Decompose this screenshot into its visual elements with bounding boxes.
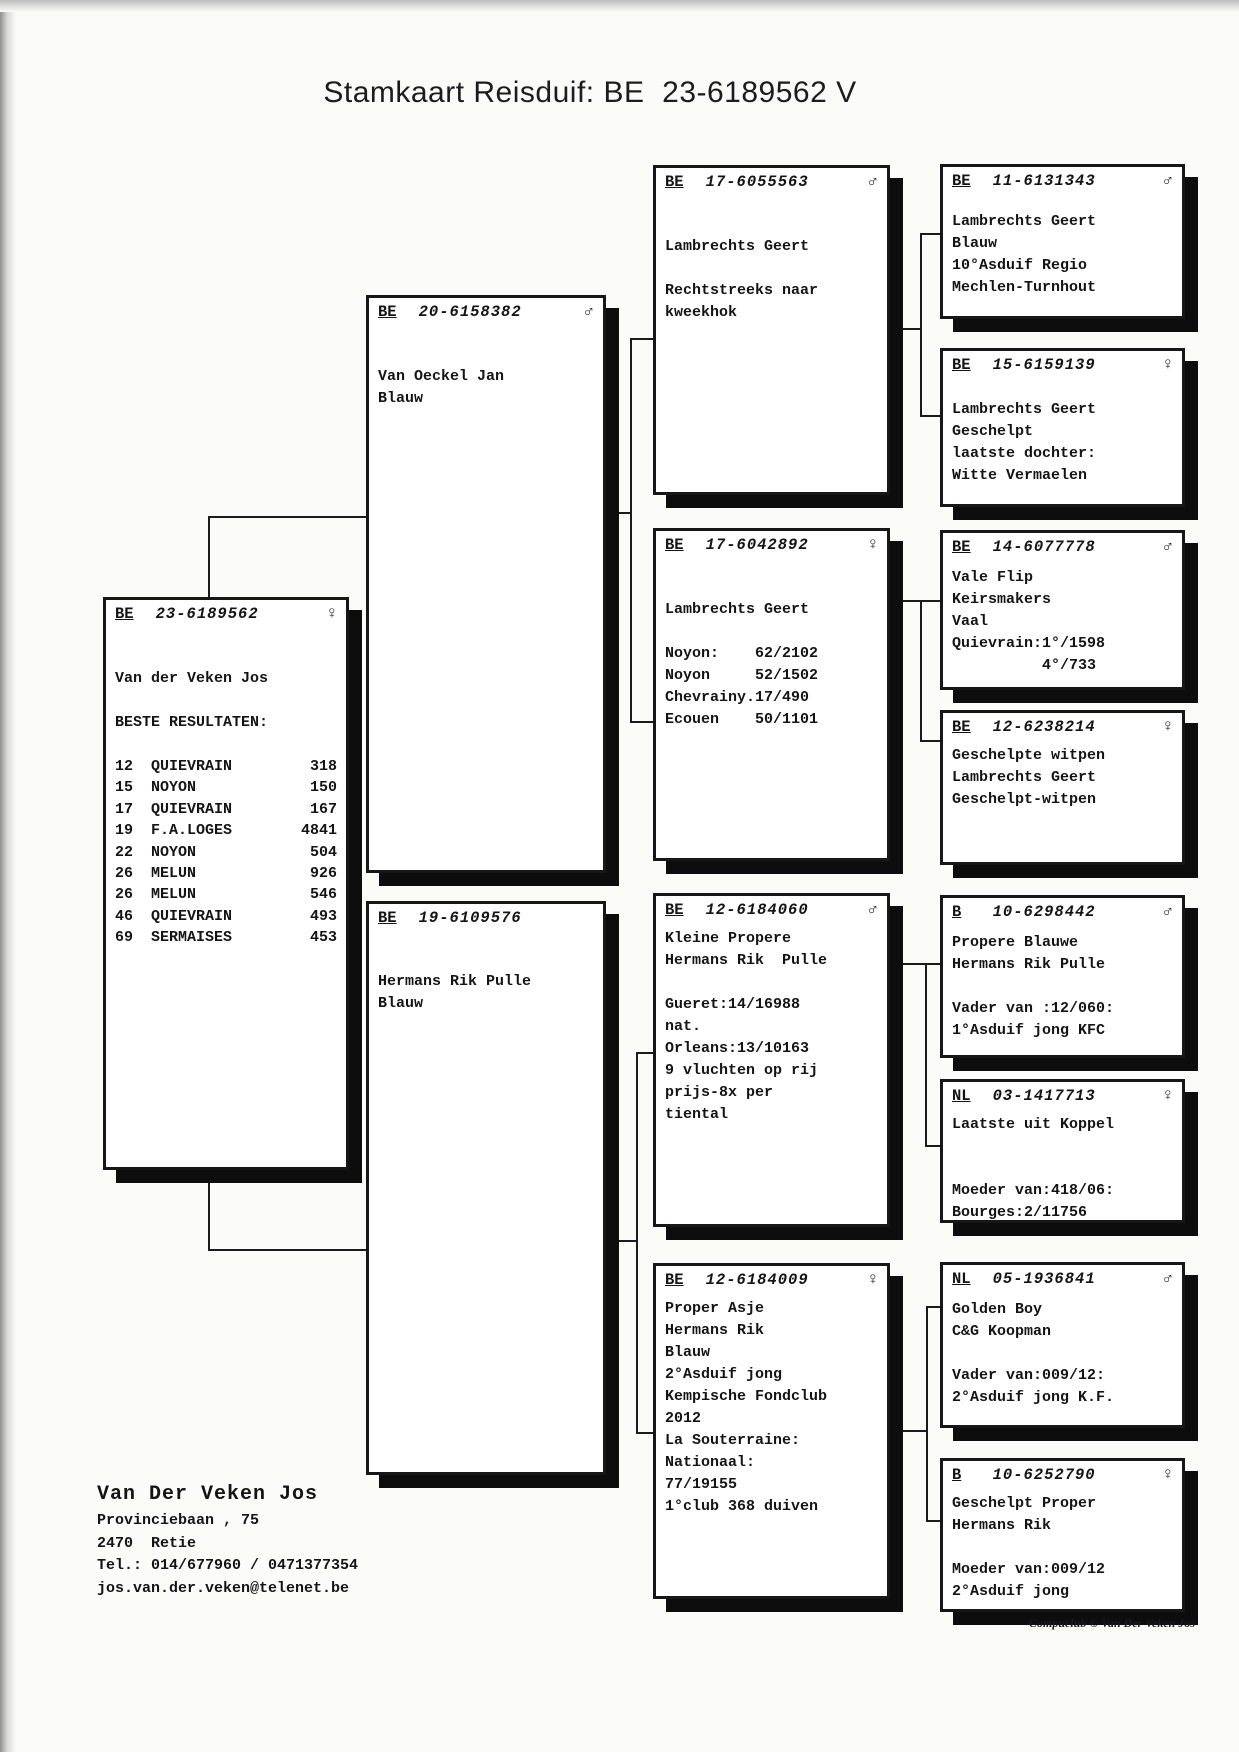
connector-line (630, 338, 653, 340)
country-code: B (952, 903, 962, 921)
ring-header (952, 538, 1173, 557)
box-text (952, 399, 1173, 487)
result-race: NOYON (151, 843, 197, 861)
results-heading: BESTE RESULTATEN: (115, 714, 269, 731)
ring-header (115, 605, 337, 624)
connector-line (208, 516, 210, 599)
box-text-line: Kleine Propere (665, 930, 792, 947)
box-text-line: 9 vluchten op rij (665, 1062, 819, 1079)
connector-line (890, 963, 940, 965)
box-text-line: Hermans Rik Pulle (952, 956, 1106, 973)
box-text-line: Vaal (952, 613, 989, 630)
connector-line (890, 600, 940, 602)
country-code: BE (665, 1271, 684, 1289)
result-position: 12 (115, 758, 134, 775)
box-text-line: Hermans Rik (665, 1322, 765, 1339)
owner-address-line: 2470 Retie (97, 1534, 197, 1552)
pedigree-box-gen4-7 (940, 1262, 1185, 1428)
box-text-line: Rechtstreeks naar (665, 282, 819, 299)
box-text-line: Nationaal: (665, 1454, 756, 1471)
owner-phone: Tel.: 014/677960 / 0471377354 (97, 1557, 359, 1574)
country-code: BE (665, 173, 684, 191)
country-code: BE (952, 172, 971, 190)
box-text (378, 971, 594, 1015)
country-code: NL (952, 1270, 971, 1288)
connector-line (630, 338, 632, 723)
connector-line (890, 328, 920, 330)
country-code: BE (952, 718, 971, 736)
connector-line (925, 963, 927, 1147)
result-race: QUIEVRAIN (151, 758, 233, 775)
box-text-line: Witte Vermaelen (952, 467, 1088, 484)
ring-number: 11-6131343 (992, 172, 1096, 190)
connector-line (926, 1306, 940, 1308)
pedigree-box-gen4-2 (940, 348, 1185, 507)
box-text-line: Blauw (378, 995, 424, 1012)
ring-header (665, 536, 878, 555)
ring-number: 17-6055563 (705, 173, 809, 191)
box-text-line (952, 1343, 1173, 1365)
box-text-line: Vader van :12/060: (952, 1000, 1115, 1017)
box-text-line (665, 258, 878, 280)
box-text-line: Orleans:13/10163 (665, 1040, 810, 1057)
ring-number: 12-6184060 (705, 901, 809, 919)
box-text-line: 10°Asduif Regio (952, 257, 1088, 274)
ring-number: 14-6077778 (992, 538, 1096, 556)
ring-number: 10-6252790 (992, 1466, 1096, 1484)
ring-number: 05-1936841 (992, 1270, 1096, 1288)
box-text (665, 599, 878, 731)
box-text (952, 567, 1173, 677)
country-code: BE (378, 909, 397, 927)
scan-edge-left (0, 0, 16, 1752)
female-icon: ♀ (326, 605, 337, 624)
result-score: 504 (309, 843, 337, 861)
result-score: 318 (309, 758, 337, 775)
result-row (115, 863, 337, 884)
result-row (115, 756, 337, 777)
ring-header (952, 1270, 1173, 1289)
male-icon: ♂ (583, 303, 594, 322)
female-icon: ♀ (1162, 1466, 1173, 1485)
result-race: NOYON (151, 779, 197, 797)
box-text (378, 366, 594, 410)
box-text-line: 1°Asduif jong KFC (952, 1022, 1106, 1039)
box-text-line: Noyon 52/1502 (665, 667, 819, 684)
result-race: MELUN (151, 886, 197, 904)
connector-line (920, 233, 922, 417)
box-text-line: Proper Asje (665, 1300, 765, 1317)
ring-header (952, 356, 1173, 375)
box-text-line (665, 621, 878, 643)
result-position: 69 (115, 929, 134, 947)
owner-address-line: Provinciebaan , 75 (97, 1512, 260, 1529)
result-race: QUIEVRAIN (151, 907, 233, 925)
ring-number: 12-6184009 (705, 1271, 809, 1289)
box-text-line: Laatste uit Koppel (952, 1116, 1115, 1133)
box-text-line: Chevrainy.17/490 (665, 689, 810, 706)
box-text-line: 2°Asduif jong (952, 1583, 1070, 1600)
box-text-line: Geschelpt-witpen (952, 791, 1097, 808)
female-icon: ♀ (867, 1271, 878, 1290)
ring-header (665, 173, 878, 192)
box-text (952, 932, 1173, 1042)
box-text-line: Lambrechts Geert (665, 238, 810, 255)
male-icon: ♂ (1162, 538, 1173, 557)
box-text-line: 2°Asduif jong (665, 1366, 783, 1383)
connector-line (208, 516, 366, 518)
box-text-line: 2012 (665, 1410, 702, 1427)
box-text-line: 2°Asduif jong K.F. (952, 1389, 1115, 1406)
pedigree-box-gen3-2 (653, 528, 890, 861)
result-race: MELUN (151, 865, 197, 883)
connector-line (926, 1306, 928, 1522)
connector-line (630, 721, 653, 723)
ring-header (952, 172, 1173, 191)
ring-number: 03-1417713 (992, 1087, 1096, 1105)
result-row (115, 799, 337, 820)
female-icon: ♀ (1162, 1087, 1173, 1106)
female-icon: ♀ (867, 536, 878, 555)
box-text-line: Lambrechts Geert (952, 213, 1097, 230)
connector-line (636, 1052, 653, 1054)
box-text-line: Lambrechts Geert (952, 401, 1097, 418)
box-text (665, 928, 878, 1126)
ring-header (665, 1271, 878, 1290)
pedigree-box-gen3-3 (653, 893, 890, 1227)
male-icon: ♂ (867, 901, 878, 920)
box-text-line: Keirsmakers (952, 591, 1052, 608)
box-text (952, 1493, 1173, 1603)
box-text-line: Hermans Rik Pulle (378, 973, 532, 990)
result-position: 19 (115, 822, 134, 840)
country-code: NL (952, 1087, 971, 1105)
pedigree-box-gen4-4 (940, 710, 1185, 865)
box-text-line: Lambrechts Geert (952, 769, 1097, 786)
box-text (952, 745, 1173, 811)
page-title: Stamkaart Reisduif: BE 23-6189562 V (323, 76, 857, 109)
box-text-line: Geschelpt Proper (952, 1495, 1097, 1512)
country-code: B (952, 1466, 962, 1484)
box-text-line: Kempische Fondclub (665, 1388, 828, 1405)
ring-header (378, 303, 594, 322)
result-position: 26 (115, 865, 134, 883)
box-text-line: 1°club 368 duiven (665, 1498, 819, 1515)
result-row (115, 884, 337, 905)
box-text-line: nat. (665, 1018, 702, 1035)
owner-name: Van der Veken Jos (115, 670, 269, 687)
box-text-line (952, 1537, 1173, 1559)
country-code: BE (665, 536, 684, 554)
results-list (115, 756, 337, 949)
female-icon: ♀ (1162, 356, 1173, 375)
box-text (665, 1298, 878, 1518)
result-race: QUIEVRAIN (151, 800, 233, 818)
connector-line (920, 740, 940, 742)
owner-contact-block (97, 1480, 358, 1600)
box-text-line (952, 1158, 1173, 1180)
box-text-line: Ecouen 50/1101 (665, 711, 819, 728)
result-row (115, 906, 337, 927)
box-text-line: 4°/733 (952, 657, 1097, 674)
connector-line (606, 512, 630, 514)
connector-line (920, 233, 940, 235)
box-text-line (665, 972, 878, 994)
connector-line (890, 1430, 928, 1432)
ring-header (952, 903, 1173, 922)
box-text-line: Hermans Rik Pulle (665, 952, 828, 969)
connector-line (920, 415, 940, 417)
ring-number: 10-6298442 (992, 903, 1096, 921)
male-icon: ♂ (1162, 172, 1173, 191)
country-code: BE (665, 901, 684, 919)
ring-header (378, 909, 594, 927)
box-text (665, 236, 878, 324)
box-text-line: La Souterraine: (665, 1432, 801, 1449)
ring-header (952, 1466, 1173, 1485)
result-score: 150 (309, 779, 337, 797)
box-text-line (952, 976, 1173, 998)
country-code: BE (378, 303, 397, 321)
ring-number: 19-6109576 (418, 909, 522, 927)
box-text-line: Moeder van:418/06: (952, 1182, 1115, 1199)
result-score: 926 (309, 865, 337, 883)
box-text-line: Gueret:14/16988 (665, 996, 801, 1013)
box-text-line: C&G Koopman (952, 1323, 1052, 1340)
box-text-line: Geschelpt (952, 423, 1034, 440)
box-text (952, 1114, 1173, 1224)
box-text-line: kweekhok (665, 304, 738, 321)
result-score: 167 (309, 800, 337, 818)
pedigree-box-gen4-8 (940, 1458, 1185, 1612)
box-text-line: Lambrechts Geert (665, 601, 810, 618)
box-text-line: Hermans Rik (952, 1517, 1052, 1534)
ring-header (952, 1087, 1173, 1106)
box-text-line: Blauw (378, 390, 424, 407)
result-position: 15 (115, 779, 134, 797)
male-icon: ♂ (1162, 903, 1173, 922)
compuclub-credit: Compuclub © Van Der Veken Jos (1029, 1616, 1195, 1630)
result-position: 46 (115, 907, 134, 925)
pedigree-box-gen3-1 (653, 165, 890, 495)
box-text-line: Geschelpte witpen (952, 747, 1106, 764)
ring-header (665, 901, 878, 920)
ring-number: 17-6042892 (705, 536, 809, 554)
ring-number: 15-6159139 (992, 356, 1096, 374)
box-text-line: Quievrain:1°/1598 (952, 635, 1106, 652)
box-text-line: Mechlen-Turnhout (952, 279, 1097, 296)
owner-email: jos.van.der.veken@telenet.be (97, 1579, 350, 1597)
box-text-line: Bourges:2/11756 (952, 1204, 1088, 1221)
ring-header (952, 718, 1173, 737)
owner-contact-name: Van Der Veken Jos (97, 1483, 319, 1506)
pedigree-box-gen3-4 (653, 1263, 890, 1599)
ring-number: 20-6158382 (418, 303, 522, 321)
box-text-line: 77/19155 (665, 1476, 738, 1493)
result-score: 453 (309, 929, 337, 947)
box-text-line: Propere Blauwe (952, 934, 1079, 951)
box-text-line: Noyon: 62/2102 (665, 645, 819, 662)
pedigree-box-dam (366, 901, 606, 1475)
pedigree-box-sire (366, 295, 606, 873)
connector-line (636, 1432, 653, 1434)
box-text-line: laatste dochter: (952, 445, 1097, 462)
box-text-line: Van Oeckel Jan (378, 368, 505, 385)
country-code: BE (952, 356, 971, 374)
female-icon: ♀ (1162, 718, 1173, 737)
box-text-line: Vale Flip (952, 569, 1034, 586)
country-code: BE (115, 605, 134, 623)
box-text-line: Golden Boy (952, 1301, 1043, 1318)
connector-line (636, 1052, 638, 1434)
box-text (952, 211, 1173, 299)
pedigree-box-gen4-5 (940, 895, 1185, 1058)
result-score: 493 (309, 907, 337, 925)
result-row (115, 820, 337, 841)
box-text (952, 1299, 1173, 1409)
male-icon: ♂ (867, 173, 878, 192)
result-row (115, 842, 337, 863)
box-text-line: tiental (665, 1106, 729, 1123)
result-row (115, 927, 337, 948)
pedigree-box-gen4-1 (940, 164, 1185, 319)
box-text-line: Moeder van:009/12 (952, 1561, 1106, 1578)
result-row (115, 777, 337, 798)
connector-line (920, 600, 922, 742)
ring-number: 23-6189562 (155, 605, 259, 623)
box-text-line: Blauw (952, 235, 998, 252)
connector-line (926, 1520, 940, 1522)
box-text-line: Blauw (665, 1344, 711, 1361)
pedigree-box-gen4-6 (940, 1079, 1185, 1223)
male-icon: ♂ (1162, 1270, 1173, 1289)
connector-line (208, 1168, 210, 1249)
connector-line (606, 1240, 636, 1242)
ring-number: 12-6238214 (992, 718, 1096, 736)
result-score: 4841 (300, 822, 337, 840)
result-position: 26 (115, 886, 134, 904)
box-text-line: Vader van:009/12: (952, 1367, 1106, 1384)
result-race: SERMAISES (151, 929, 233, 947)
result-race: F.A.LOGES (151, 822, 233, 840)
box-text-line (952, 1136, 1173, 1158)
box-text-line: prijs-8x per (665, 1084, 774, 1101)
connector-line (208, 1249, 366, 1251)
pedigree-box-subject (103, 597, 349, 1170)
pedigree-box-gen4-3 (940, 530, 1185, 690)
result-position: 17 (115, 800, 134, 818)
scan-edge-top (0, 0, 1239, 12)
result-position: 22 (115, 843, 134, 861)
country-code: BE (952, 538, 971, 556)
result-score: 546 (309, 886, 337, 904)
